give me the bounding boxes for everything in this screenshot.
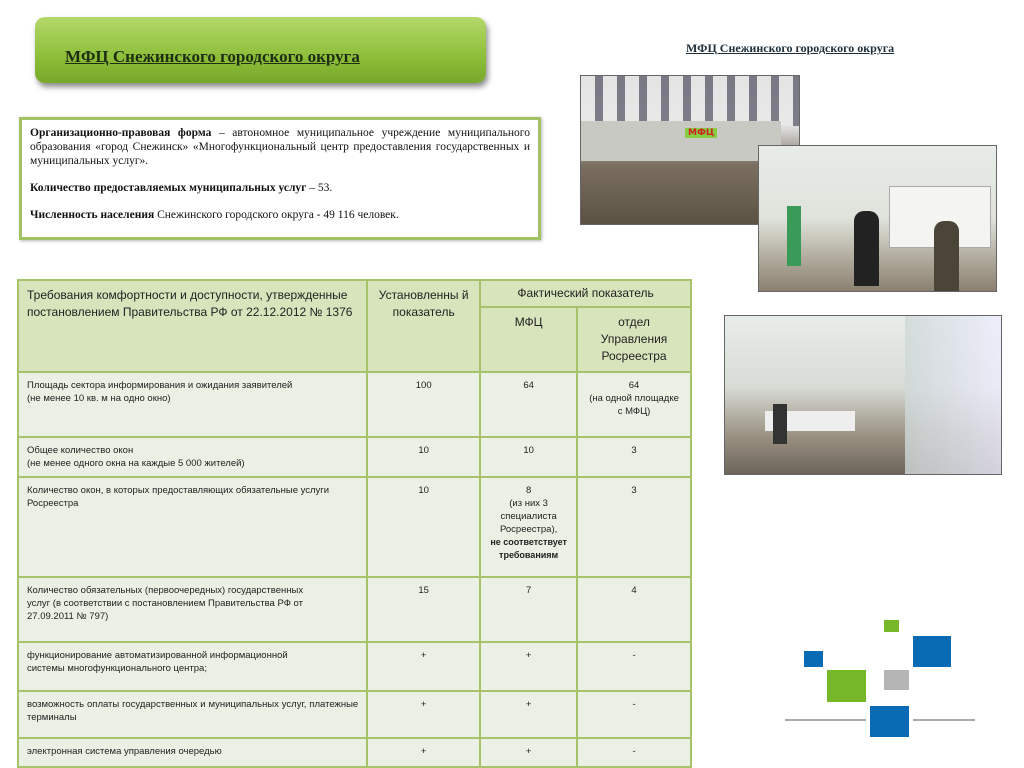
cell-mfc: 8 xyxy=(525,485,532,496)
table-row xyxy=(18,691,691,738)
cell-requirement: возможность оплаты государственных и муниципальных услуг, платежные терминалы xyxy=(18,691,367,738)
cell-established: 100 xyxy=(367,372,480,437)
cell-established: 10 xyxy=(367,437,480,477)
cell-established: + xyxy=(367,642,480,691)
table-row xyxy=(18,477,691,577)
cell-mfc: 7 xyxy=(480,577,577,642)
cell-mfc: + xyxy=(480,691,577,738)
table-row xyxy=(18,738,691,767)
cell-requirement-note: (не менее 10 кв. м на одно окно) xyxy=(27,393,171,404)
cell-mfc-note: (из них 3 специалиста Росреестра), xyxy=(499,498,558,535)
cell-requirement: электронная система управления очередью xyxy=(18,738,367,767)
cell-requirement: функционирование автоматизированной информационной системы многофункционального центра; xyxy=(18,642,367,691)
cell-mfc-noncompliance: не соответствует требованиям xyxy=(490,537,567,560)
cell-mfc: + xyxy=(480,738,577,767)
info-services: Количество предоставляемых муниципальных услуг – 53. xyxy=(30,182,333,194)
header-mfc: МФЦ xyxy=(480,307,577,372)
cell-mfc: + xyxy=(480,642,577,691)
cell-established: 10 xyxy=(367,477,480,577)
right-title: МФЦ Снежинского городского округа xyxy=(686,41,895,55)
title-banner xyxy=(35,17,486,83)
cell-rosreestr: - xyxy=(577,691,691,738)
cell-mfc: 10 xyxy=(480,437,577,477)
table-row xyxy=(18,577,691,642)
cell-rosreestr: 3 xyxy=(577,437,691,477)
header-established: Установленны й показатель xyxy=(367,280,480,372)
requirements-table xyxy=(17,279,692,768)
cell-mfc: 64 xyxy=(480,372,577,437)
cell-established: + xyxy=(367,738,480,767)
cell-requirement-note: (не менее одного окна на каждые 5 000 жителей) xyxy=(27,458,245,469)
cell-rosreestr: - xyxy=(577,738,691,767)
cell-requirement: Площадь сектора информирования и ожидания заявителей xyxy=(27,380,293,391)
header-actual: Фактический показатель xyxy=(480,280,691,307)
header-requirements: Требования комфортности и доступности, утвержденные постановлением Правительства РФ от 22.12.2012 № 1376 xyxy=(18,280,367,372)
cell-requirement: Общее количество окон xyxy=(27,445,134,456)
cell-rosreestr: - xyxy=(577,642,691,691)
cell-requirement: Количество обязательных (первоочередных) государственных услуг (в соответствии с постановлением Правительства РФ от 27.09.2011 № 797) xyxy=(18,577,367,642)
cell-established: 15 xyxy=(367,577,480,642)
table-row xyxy=(18,642,691,691)
cell-rosreestr: 64 xyxy=(628,380,640,391)
cell-established: + xyxy=(367,691,480,738)
cell-rosreestr: 3 xyxy=(577,477,691,577)
info-box xyxy=(19,117,541,240)
table-row xyxy=(18,372,691,437)
cell-rosreestr: 4 xyxy=(577,577,691,642)
photo-interior-counters xyxy=(758,145,997,292)
photo-interior-hall xyxy=(724,315,1002,475)
info-population: Численность населения Снежинского городского округа - 49 116 человек. xyxy=(30,209,399,221)
table-row xyxy=(18,437,691,477)
cell-requirement: Количество окон, в которых предоставляющих обязательные услуги Росреестра xyxy=(18,477,367,577)
info-legal-form: Организационно-правовая форма – автономное муниципальное учреждение муниципального образования «город Снежинск» «Многофункциональный центр предоставления государственных и муниципальных услуг». xyxy=(30,127,530,167)
cell-rosreestr-note: (на одной площадке с МФЦ) xyxy=(589,393,679,417)
banner-title: МФЦ Снежинского городского округа xyxy=(65,47,360,66)
header-rosreestr: отдел Управления Росреестра xyxy=(577,307,691,372)
building-sign: МФЦ xyxy=(685,128,717,138)
